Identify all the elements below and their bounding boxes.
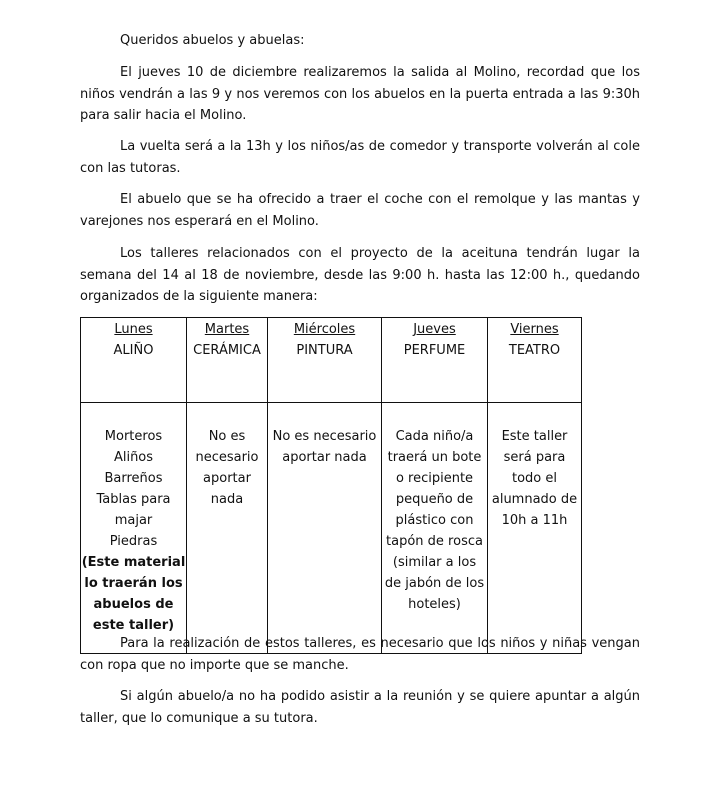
header-cell-martes [187,318,268,403]
header-cell-miercoles [268,318,382,403]
material-line: Este taller [501,429,568,444]
material-line: alumnado de [491,492,578,507]
table-materials-row [81,403,582,654]
material-note-line: (Este material [81,555,186,570]
material-line: Barreños [104,471,163,486]
materials-cell-lunes [81,403,187,654]
paragraph-workshops: Los talleres relacionados con el proyecto de la aceituna tendrán lugar la semana del 14 al 18 de noviembre, desde las 9:00 h. hasta las 12:00 h., quedando organizados de la siguiente manera: [80,246,640,304]
material-line: Morteros [104,429,163,444]
material-line: todo el [512,471,557,486]
material-line: traerá un bote [387,450,482,465]
material-line: majar [114,513,153,528]
subject-label: ALIÑO [113,343,154,358]
header-cell-viernes [488,318,582,403]
materials-cell-martes [187,403,268,654]
materials-cell-viernes [488,403,582,654]
day-label: Viernes [510,322,559,337]
material-line: No es necesario [272,429,377,444]
material-line: de jabón de los [384,576,485,591]
material-line: Tablas para [96,492,171,507]
material-line: será para [503,450,566,465]
materials-cell-jueves [382,403,488,654]
greeting: Queridos abuelos y abuelas: [120,33,305,48]
day-label: Martes [204,322,250,337]
material-note-line: abuelos de [93,597,174,612]
subject-label: TEATRO [508,343,561,358]
workshop-schedule-table [80,317,582,654]
materials-cell-miercoles [268,403,382,654]
material-line: tapón de rosca [386,534,483,549]
material-line: (similar a los [392,555,477,570]
material-line: pequeño de [395,492,474,507]
material-line: Cada niño/a [395,429,474,444]
header-cell-jueves [382,318,488,403]
material-line: Piedras [109,534,158,549]
header-cell-lunes [81,318,187,403]
subject-label: PINTURA [296,343,353,358]
material-line: hoteles) [408,597,461,612]
material-line: plástico con [395,513,474,528]
material-line: aportar [203,471,251,486]
material-line: aportar nada [282,450,367,465]
material-line: Aliños [113,450,154,465]
day-label: Miércoles [293,322,356,337]
day-label: Jueves [413,322,456,337]
material-line: o recipiente [395,471,474,486]
day-label: Lunes [114,322,153,337]
material-line: nada [210,492,244,507]
subject-label: PERFUME [403,343,466,358]
paragraph-grandfather: El abuelo que se ha ofrecido a traer el coche con el remolque y las mantas y varejones nos esperará en el Molino. [80,192,640,229]
material-line: No es [208,429,246,444]
paragraph-return: La vuelta será a la 13h y los niños/as de comedor y transporte volverán al cole con las tutoras. [80,139,640,176]
material-note-line: este taller) [92,618,175,633]
table-header-row [81,318,582,403]
material-line: necesario [195,450,259,465]
material-note-line: lo traerán los [84,576,183,591]
paragraph-signup: Si algún abuelo/a no ha podido asistir a la reunión y se quiere apuntar a algún taller, que lo comunique a su tutora. [80,689,640,726]
subject-label: CERÁMICA [193,343,261,358]
material-line: 10h a 11h [501,513,568,528]
paragraph-clothing: Para la realización de estos talleres, es necesario que los niños y niñas vengan con ropa que no importe que se manche. [80,636,640,673]
paragraph-outing: El jueves 10 de diciembre realizaremos la salida al Molino, recordad que los niños vendrán a las 9 y nos veremos con los abuelos en la puerta entrada a las 9:30h para salir hacia el Molino. [80,65,640,123]
